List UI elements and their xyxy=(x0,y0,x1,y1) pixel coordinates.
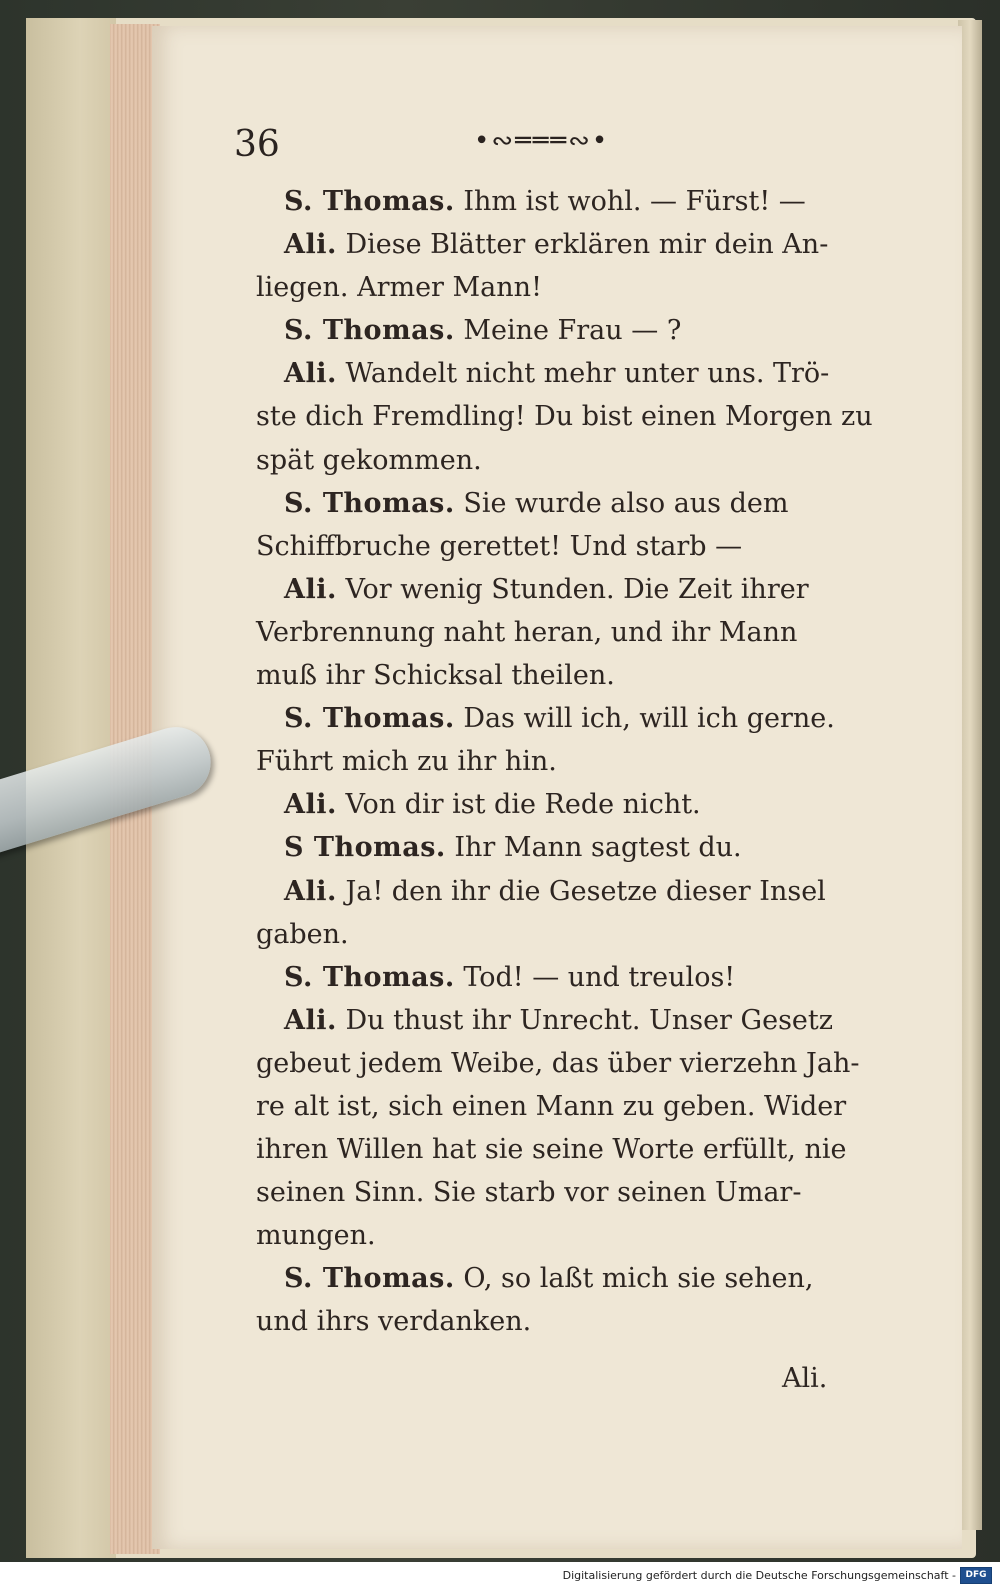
text-line xyxy=(256,1085,876,1128)
line-text: seinen Sinn. Sie starb vor seinen Umar- xyxy=(256,1177,802,1209)
speaker-name: Ali. xyxy=(284,229,337,261)
text-line xyxy=(256,266,876,309)
text-line xyxy=(256,223,876,266)
line-text: Sie wurde also aus dem xyxy=(454,487,789,519)
text-line xyxy=(256,309,876,352)
text-line xyxy=(256,439,876,482)
line-text: Tod! — und treulos! xyxy=(454,961,736,993)
line-text: mungen. xyxy=(256,1220,376,1252)
page-number: 36 xyxy=(234,124,280,165)
catchword: Ali. xyxy=(782,1363,828,1394)
line-text: Schiffbruche gerettet! Und starb — xyxy=(256,530,743,562)
speaker-name: Ali. xyxy=(284,1004,337,1036)
line-text: Von dir ist die Rede nicht. xyxy=(336,789,701,821)
speaker-name: S Thomas. xyxy=(284,832,446,864)
text-line xyxy=(256,525,876,568)
funding-notice: Digitalisierung gefördert durch die Deutsche Forschungsgemeinschaft - xyxy=(562,1569,956,1582)
text-line xyxy=(256,1257,876,1300)
text-line xyxy=(256,956,876,999)
text-line xyxy=(256,783,876,826)
line-text: Meine Frau — ? xyxy=(454,315,682,347)
text-line xyxy=(256,740,876,783)
header-ornament: •∾═══∾• xyxy=(474,126,610,156)
line-text: Vor wenig Stunden. Die Zeit ihrer xyxy=(336,573,809,605)
text-line xyxy=(256,654,876,697)
line-text: Ihm ist wohl. — Fürst! — xyxy=(454,186,806,217)
line-text: spät gekommen. xyxy=(256,444,482,476)
speaker-name: Ali. xyxy=(284,789,337,821)
text-line xyxy=(256,1042,876,1085)
text-line xyxy=(256,611,876,654)
text-line xyxy=(256,482,876,525)
line-text: Ihr Mann sagtest du. xyxy=(445,832,742,864)
text-line xyxy=(256,180,876,223)
line-text: Führt mich zu ihr hin. xyxy=(256,746,557,778)
speaker-name: Ali. xyxy=(284,573,337,605)
text-line xyxy=(256,568,876,611)
footer-bar xyxy=(0,1562,1000,1593)
line-text: Du thust ihr Unrecht. Unser Gesetz xyxy=(336,1004,833,1036)
line-text: gaben. xyxy=(256,918,349,950)
text-line xyxy=(256,913,876,956)
speaker-name: S. Thomas. xyxy=(284,1263,455,1295)
line-text: liegen. Armer Mann! xyxy=(256,272,542,304)
text-line xyxy=(256,352,876,395)
speaker-name: S. Thomas. xyxy=(284,186,455,217)
line-text: muß ihr Schicksal theilen. xyxy=(256,660,615,692)
text-line xyxy=(256,395,876,438)
speaker-name: Ali. xyxy=(284,358,337,390)
line-text: Das will ich, will ich gerne. xyxy=(454,703,835,735)
line-text: gebeut jedem Weibe, das über vierzehn Jah- xyxy=(256,1047,860,1079)
speaker-name: S. Thomas. xyxy=(284,703,455,735)
speaker-name: S. Thomas. xyxy=(284,315,455,347)
page-header xyxy=(234,120,884,170)
line-text: ihren Willen hat sie seine Worte erfüllt, nie xyxy=(256,1134,847,1166)
dfg-logo-icon: DFG xyxy=(960,1567,992,1584)
line-text: Ja! den ihr die Gesetze dieser Insel xyxy=(336,875,826,907)
text-line xyxy=(256,1214,876,1257)
line-text: Diese Blätter erklären mir dein An- xyxy=(336,229,829,261)
speaker-name: Ali. xyxy=(284,875,337,907)
text-line xyxy=(256,999,876,1042)
line-text: ste dich Fremdling! Du bist einen Morgen zu xyxy=(256,401,873,433)
line-text: Wandelt nicht mehr unter uns. Trö- xyxy=(336,358,830,390)
speaker-name: S. Thomas. xyxy=(284,961,455,993)
text-line xyxy=(256,1128,876,1171)
text-line xyxy=(256,826,876,869)
text-line xyxy=(256,697,876,740)
page-text xyxy=(256,180,876,1344)
text-line xyxy=(256,1300,876,1343)
line-text: re alt ist, sich einen Mann zu geben. Wider xyxy=(256,1090,847,1122)
line-text: und ihrs verdanken. xyxy=(256,1306,532,1338)
line-text: Verbrennung naht heran, und ihr Mann xyxy=(256,616,798,648)
text-line xyxy=(256,1171,876,1214)
speaker-name: S. Thomas. xyxy=(284,487,455,519)
text-line xyxy=(256,870,876,913)
line-text: O, so laßt mich sie sehen, xyxy=(454,1263,814,1295)
